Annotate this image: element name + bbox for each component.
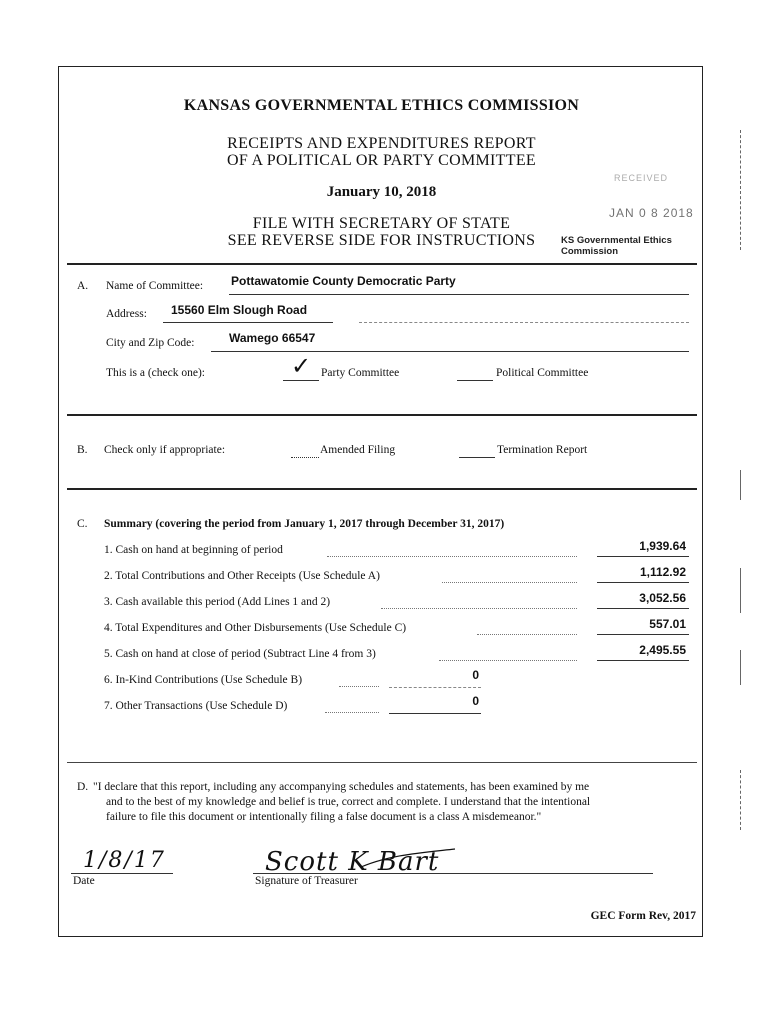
form-revision: GEC Form Rev, 2017 bbox=[590, 910, 696, 922]
report-date: January 10, 2018 bbox=[326, 184, 437, 200]
file-with-line: FILE WITH SECRETARY OF STATE bbox=[252, 215, 511, 232]
committee-name-label: Name of Committee: bbox=[106, 280, 204, 292]
section-b-letter: B. bbox=[77, 444, 88, 456]
inkind-contributions-value: 0 bbox=[472, 668, 479, 682]
party-committee-option: Party Committee bbox=[321, 367, 400, 379]
summary-line-1-label: 1. Cash on hand at beginning of period bbox=[104, 544, 283, 556]
summary-line-5-amount: 2,495.55 bbox=[639, 643, 686, 657]
section-a-divider bbox=[67, 414, 697, 416]
city-zip-line bbox=[211, 351, 689, 352]
summary-line-5-underline bbox=[597, 660, 689, 661]
political-committee-blank[interactable] bbox=[457, 380, 493, 381]
amended-filing-blank[interactable] bbox=[291, 457, 319, 458]
summary-line-3-label: 3. Cash available this period (Add Lines 1 and 2) bbox=[104, 596, 331, 608]
report-title-line2: OF A POLITICAL OR PARTY COMMITTEE bbox=[227, 152, 536, 169]
amended-filing-option: Amended Filing bbox=[320, 444, 396, 456]
section-b-divider bbox=[67, 488, 697, 490]
committee-name-value: Pottawatomie County Democratic Party bbox=[231, 274, 456, 288]
report-title-line1: RECEIPTS AND EXPENDITURES REPORT bbox=[227, 135, 536, 152]
inkind-underline bbox=[389, 687, 481, 688]
summary-line-1-leader bbox=[327, 556, 577, 557]
declaration-line-2: and to the best of my knowledge and belief is true, correct and complete. I understand that the intentional bbox=[106, 796, 591, 808]
summary-line-1-amount: 1,939.64 bbox=[639, 539, 686, 553]
summary-line-5-label: 5. Cash on hand at close of period (Subtract Line 4 from 3) bbox=[104, 648, 376, 660]
political-committee-option: Political Committee bbox=[496, 367, 589, 379]
declaration-line-1: "I declare that this report, including any accompanying schedules and statements, has been examined by me bbox=[93, 781, 590, 793]
summary-line-3-amount: 3,052.56 bbox=[639, 591, 686, 605]
scan-mark-1 bbox=[740, 130, 741, 250]
summary-line-5-leader bbox=[439, 660, 577, 661]
termination-report-option: Termination Report bbox=[497, 444, 588, 456]
see-reverse-line: SEE REVERSE SIDE FOR INSTRUCTIONS bbox=[227, 232, 536, 249]
summary-line-1-underline bbox=[597, 556, 689, 557]
signature-line bbox=[253, 873, 653, 874]
other-transactions-underline bbox=[389, 713, 481, 714]
city-zip-label: City and Zip Code: bbox=[106, 337, 195, 349]
summary-line-4-amount: 557.01 bbox=[649, 617, 686, 631]
address-label: Address: bbox=[106, 308, 147, 320]
summary-line-4-label: 4. Total Expenditures and Other Disbursements (Use Schedule C) bbox=[104, 622, 407, 634]
agency-title: KANSAS GOVERNMENTAL ETHICS COMMISSION bbox=[183, 97, 580, 114]
summary-line-3-leader bbox=[381, 608, 577, 609]
signature-label: Signature of Treasurer bbox=[255, 875, 358, 887]
summary-line-2-amount: 1,112.92 bbox=[639, 565, 686, 579]
committee-name-line bbox=[229, 294, 689, 295]
committee-type-label: This is a (check one): bbox=[106, 367, 205, 379]
summary-line-4-leader bbox=[477, 634, 577, 635]
scan-mark-2 bbox=[740, 470, 741, 500]
date-line bbox=[71, 873, 173, 874]
inkind-contributions-label: 6. In-Kind Contributions (Use Schedule B) bbox=[104, 674, 303, 686]
summary-line-4-underline bbox=[597, 634, 689, 635]
address-value: 15560 Elm Slough Road bbox=[171, 303, 308, 317]
party-committee-blank bbox=[283, 380, 319, 381]
section-c-divider bbox=[67, 762, 697, 763]
date-label: Date bbox=[73, 875, 95, 887]
section-c-letter: C. bbox=[77, 518, 88, 530]
declaration-line-3: failure to file this document or intentionally filing a false document is a class A misdemeanor." bbox=[106, 811, 542, 823]
other-transactions-leader bbox=[325, 712, 379, 713]
summary-line-2-leader bbox=[442, 582, 577, 583]
address-line-2 bbox=[359, 322, 689, 323]
city-zip-value: Wamego 66547 bbox=[229, 331, 316, 345]
received-stamp-date: JAN 0 8 2018 bbox=[609, 206, 694, 220]
scan-mark-4 bbox=[740, 650, 741, 685]
other-transactions-value: 0 bbox=[472, 694, 479, 708]
report-form bbox=[58, 66, 703, 937]
summary-line-3-underline bbox=[597, 608, 689, 609]
summary-heading: Summary (covering the period from January 1, 2017 through December 31, 2017) bbox=[104, 518, 505, 530]
party-committee-checkmark[interactable]: ✓ bbox=[291, 352, 312, 380]
handwritten-date: 1/8/17 bbox=[83, 848, 166, 873]
scan-mark-5 bbox=[740, 770, 741, 830]
handwritten-signature: Scott K Bart bbox=[265, 847, 440, 877]
other-transactions-label: 7. Other Transactions (Use Schedule D) bbox=[104, 700, 288, 712]
received-stamp-label: RECEIVED bbox=[614, 173, 669, 183]
section-a-letter: A. bbox=[77, 280, 89, 292]
section-d-letter: D. bbox=[77, 781, 89, 793]
header-divider bbox=[67, 263, 697, 265]
address-line-1 bbox=[163, 322, 333, 323]
termination-report-blank[interactable] bbox=[459, 457, 495, 458]
summary-line-2-label: 2. Total Contributions and Other Receipts (Use Schedule A) bbox=[104, 570, 380, 582]
inkind-leader bbox=[339, 686, 379, 687]
scan-mark-3 bbox=[740, 568, 741, 613]
received-stamp-org: KS Governmental Ethics Commission bbox=[561, 235, 672, 257]
summary-line-2-underline bbox=[597, 582, 689, 583]
signature-flourish bbox=[359, 845, 459, 875]
check-appropriate-label: Check only if appropriate: bbox=[104, 444, 226, 456]
